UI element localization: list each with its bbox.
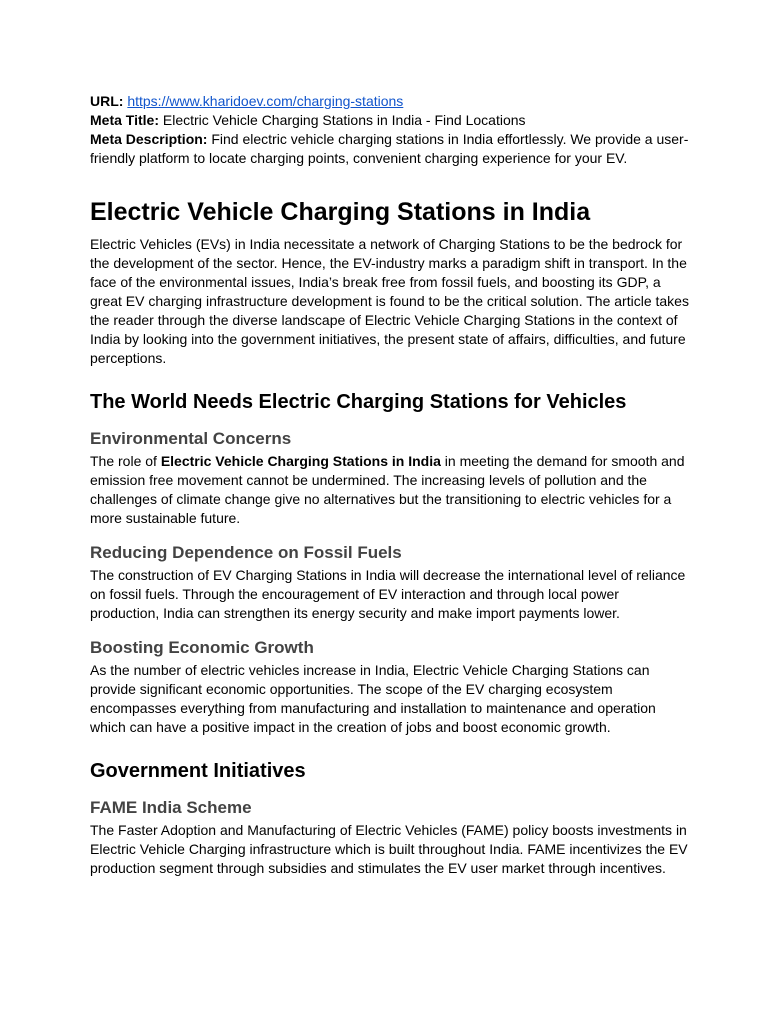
env-text-pre: The role of bbox=[90, 453, 161, 469]
meta-description-line bbox=[90, 130, 690, 168]
subheading-fame-india-scheme: FAME India Scheme bbox=[90, 798, 252, 817]
fame-paragraph: The Faster Adoption and Manufacturing of Electric Vehicles (FAME) policy boosts investments in Electric Vehicle Charging infrastructure which is built throughout India. FAME incentivizes the EV production segment through subsidies and stimulates the EV user market through incentives. bbox=[90, 822, 688, 876]
subheading-environmental-concerns: Environmental Concerns bbox=[90, 429, 292, 448]
economic-growth-paragraph: As the number of electric vehicles increase in India, Electric Vehicle Charging Stations can provide significant economic opportunities. The scope of the EV charging ecosystem encompasses everything from manufacturing and installation to maintenance and operation which can have a positive impact in the creation of jobs and boost economic growth. bbox=[90, 662, 656, 735]
env-text-post: in meeting the demand for smooth and emission free movement cannot be undermined. The increasing levels of pollution and the challenges of climate change give no alternatives but the transitioning to electric vehicles for a more sustainable future. bbox=[90, 453, 685, 526]
section-heading-world-needs: The World Needs Electric Charging Stations for Vehicles bbox=[90, 391, 627, 413]
section-heading-government-initiatives: Government Initiatives bbox=[90, 760, 306, 782]
environmental-concerns-paragraph bbox=[90, 452, 690, 528]
document-content bbox=[90, 92, 690, 878]
meta-title-label: Meta Title: bbox=[90, 112, 159, 128]
url-label: URL: bbox=[90, 93, 124, 109]
intro-paragraph: Electric Vehicles (EVs) in India necessitate a network of Charging Stations to be the bedrock for the development of the sector. Hence, the EV-industry marks a paradigm shift in transport. In the face of the environmental issues, India’s break free from fossil fuels, and boosting its GDP, a great EV charging infrastructure development is found to be the critical solution. The article takes the reader through the diverse landscape of Electric Vehicle Charging Stations in the context of India by looking into the government initiatives, the present state of affairs, difficulties, and future perceptions. bbox=[90, 236, 689, 366]
env-text-bold: Electric Vehicle Charging Stations in India bbox=[160, 453, 441, 469]
subheading-fossil-fuels: Reducing Dependence on Fossil Fuels bbox=[90, 543, 402, 562]
meta-title-value: Electric Vehicle Charging Stations in India - Find Locations bbox=[162, 112, 526, 128]
meta-url-line bbox=[90, 92, 690, 111]
url-link[interactable]: https://www.kharidoev.com/charging-stations bbox=[127, 93, 404, 109]
subheading-economic-growth: Boosting Economic Growth bbox=[90, 638, 314, 657]
page-title: Electric Vehicle Charging Stations in India bbox=[90, 198, 591, 226]
meta-title-line bbox=[90, 111, 690, 130]
meta-description-value: Find electric vehicle charging stations in India effortlessly. We provide a user-friendly platform to locate charging points, convenient charging experience for your EV. bbox=[90, 131, 689, 166]
meta-description-label: Meta Description: bbox=[90, 131, 208, 147]
fossil-fuels-paragraph: The construction of EV Charging Stations in India will decrease the international level of reliance on fossil fuels. Through the encouragement of EV interaction and through local power production, India can strengthen its energy security and make import payments lower. bbox=[90, 567, 686, 621]
